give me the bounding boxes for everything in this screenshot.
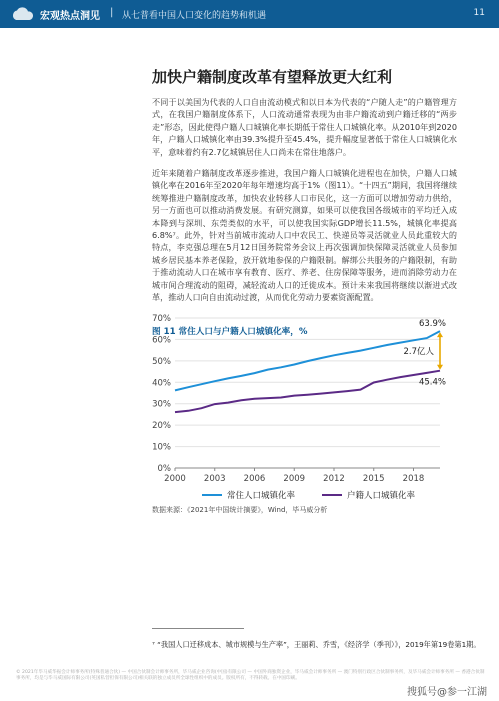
watermark: 搜狐号@参一江湖 xyxy=(407,687,487,698)
footnote-divider xyxy=(152,628,244,629)
figure-source: 数据来源：《2021年中国统计摘要》，Wind，毕马威分析 xyxy=(152,506,328,514)
header-subtitle: 从七普看中国人口变化的趋势和机遇 xyxy=(122,11,267,21)
x-tick-label: 2018 xyxy=(402,474,425,484)
y-tick-label: 50% xyxy=(152,356,171,367)
paragraph-2: 近年来随着户籍制度改革逐步推进，我国户籍人口城镇化进程也在加快，户籍人口城镇化率在2016年至2020年每年增速均高于1%（图11）。“十四五”期间，我国将继续统筹推进户籍制度改革，加快农业转移人口市民化，这一方面可以增加劳动力供给，另一方面也可以推动消费发展。有研究测算，如果可以使我国各级城市的平均迁入成本降到与深圳、东莞类似的水平，可以使我国实际GDP增长11.5%，城镇化率提高6.8%⁷。此外，针对当前城市流动人口中农民工、快递员等灵活就业人员此重较大的特点，李克强总理在5月12日国务院常务会议上再次强调加快保障灵活就业人员参加城乡居民基本养老保险，放开就地参保的户籍限制。解绑公共服务的户籍限制，有助于推动流动人口在城市享有教育、医疗、养老、住房保障等服务，进而消除劳动力在城市间合理流动的阻碍，减轻流动人口的迁徙成本。预计未来我国将继续以渐进式改革，推动人口向自由流动过渡，从而优化劳动力要素资源配置。 xyxy=(152,168,457,303)
y-tick-label: 10% xyxy=(152,442,171,453)
header-brand: 宏观热点洞见 xyxy=(40,11,100,22)
legend-label-1: 常住人口城镇化率 xyxy=(227,491,296,501)
x-tick-label: 2006 xyxy=(243,474,266,484)
y-tick-label: 20% xyxy=(152,421,171,432)
page-number: 11 xyxy=(473,8,485,18)
legend-label-2: 户籍人口城镇化率 xyxy=(347,491,416,501)
x-tick-label: 2003 xyxy=(203,474,226,484)
bottom-value-label: 45.4% xyxy=(418,377,446,388)
x-tick-label: 2000 xyxy=(164,474,186,484)
figure-title: 图 11 常住人口与户籍人口城镇化率，% xyxy=(152,327,308,337)
top-value-label: 63.9% xyxy=(418,319,446,330)
x-tick-label: 2012 xyxy=(323,474,345,484)
y-tick-label: 30% xyxy=(152,399,171,410)
gap-label: 2.7亿人 xyxy=(403,346,434,357)
series-line-2 xyxy=(175,371,440,412)
y-tick-label: 70% xyxy=(152,314,171,324)
section-heading: 加快户籍制度改革有望释放更大红利 xyxy=(152,68,393,86)
copyright-disclaimer: © 2021年毕马威华振会计师事务所(特殊普通合伙) — 中国合伙制会计师事务所，毕马威企业咨询(中国)有限公司 — 中国外商独资企业，毕马威会计师事务所 — 澳门特别行政区合伙制事务所，及毕马威会计师事务所 — 香港合伙制事务所，均是与毕马威国际有限公司(英国私营担保有限公司)相关联的独立成员所全球性组织中的成员。版权所有，不得转载。在中国印刷。 xyxy=(16,670,485,681)
footnote: ⁷ “我国人口迁移成本、城市规模与生产率”，王丽莉、乔雪，《经济学（季刊）》，2019年第19卷第1期。 xyxy=(152,640,481,649)
y-tick-label: 0% xyxy=(157,464,171,474)
urbanization-line-chart xyxy=(140,308,470,503)
header-separator: | xyxy=(110,7,114,18)
gap-arrow-head-down xyxy=(437,365,443,370)
y-tick-label: 40% xyxy=(152,378,171,389)
x-tick-label: 2009 xyxy=(283,474,306,484)
x-tick-label: 2015 xyxy=(362,474,385,484)
y-tick-label: 60% xyxy=(152,335,171,346)
paragraph-1: 不同于以美国为代表的人口自由流动模式和以日本为代表的“户随人走”的户籍管理方式，在我国户籍制度体系下，人口流动通常表现为由非户籍流动到户籍迁移的“两步走”形态，因此使得户籍人口城镇化率长期低于常住人口城镇化率。从2010年到2020年，户籍人口城镇化率由39.3%提升至45.4%，提升幅度显著低于常住人口城镇化水平，意味着约有2.7亿城镇居住人口尚未在常住地落户。 xyxy=(152,97,457,157)
cloud-logo-icon xyxy=(10,6,36,22)
header-bar xyxy=(0,0,499,28)
